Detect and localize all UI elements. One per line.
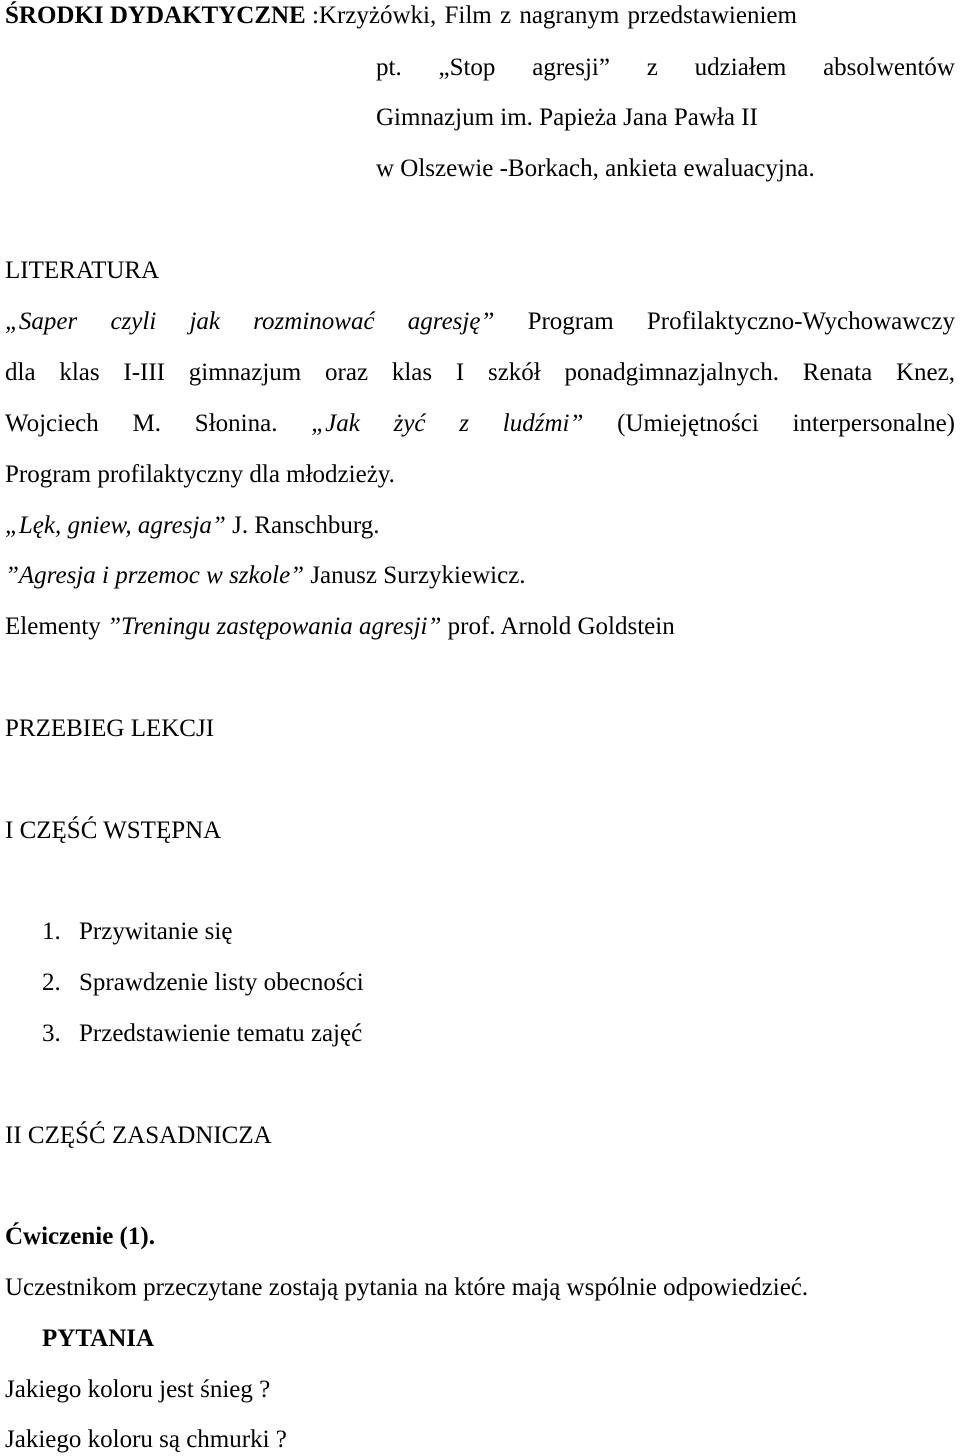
ref1-rest: Program Profilaktyczno-Wychowawczy	[494, 308, 955, 335]
literatura-heading: LITERATURA	[5, 257, 160, 284]
ref4-title: ”Agresja i przemoc w szkole”	[5, 562, 305, 589]
literatura-ref5	[5, 614, 675, 639]
srodki-line-2: pt. „Stop agresji” z udziałem absolwentów	[376, 54, 955, 81]
list-item-number: 3.	[42, 1020, 61, 1047]
ref5-rest: prof. Arnold Goldstein	[441, 613, 675, 640]
przebieg-heading: PRZEBIEG LEKCJI	[5, 715, 215, 742]
ref1-authors: Wojciech M. Słonina.	[5, 410, 312, 437]
literatura-ref3	[5, 513, 380, 538]
cwiczenie-heading: Ćwiczenie (1).	[5, 1223, 155, 1250]
literatura-ref4	[5, 563, 526, 588]
srodki-line-4: w Olszewie -Borkach, ankieta ewaluacyjna.	[376, 155, 815, 182]
cwiczenie-intro: Uczestnikom przeczytane zostają pytania na które mają wspólnie odpowiedzieć.	[5, 1274, 809, 1301]
ref3-title: „Lęk, gniew, agresja”	[5, 512, 226, 539]
list-item-text: Przedstawienie tematu zajęć	[79, 1020, 363, 1047]
srodki-line-3: Gimnazjum im. Papieża Jana Pawła II	[376, 104, 758, 131]
ref4-rest: Janusz Surzykiewicz.	[304, 562, 526, 589]
list-item-number: 1.	[42, 918, 61, 945]
srodki-line-1	[5, 3, 797, 28]
question-item: Jakiego koloru jest śnieg ?	[5, 1376, 271, 1403]
czesc1-heading: I CZĘŚĆ WSTĘPNA	[5, 817, 222, 844]
ref3-rest: J. Ranschburg.	[225, 512, 380, 539]
ref1-title: „Saper czyli jak rozminować agresję”	[5, 308, 495, 335]
srodki-text-1: :Krzyżówki, Film z nagranym przedstawieniem	[311, 2, 797, 29]
list-item	[42, 970, 364, 995]
ref2-title: „Jak żyć z ludźmi”	[311, 410, 584, 437]
srodki-label: ŚRODKI DYDAKTYCZNE	[5, 2, 306, 29]
list-item	[42, 1021, 362, 1046]
literatura-ref2-line2: Program profilaktyczny dla młodzieży.	[5, 461, 395, 488]
list-item-text: Sprawdzenie listy obecności	[79, 969, 364, 996]
ref5-pre: Elementy	[5, 613, 108, 640]
literatura-ref1-line1	[5, 309, 955, 334]
list-item-text: Przywitanie się	[79, 918, 233, 945]
literatura-ref1-line2: dla klas I-III gimnazjum oraz klas I szkół ponadgimnazjalnych. Renata Knez,	[5, 359, 955, 386]
question-item: Jakiego koloru są chmurki ?	[5, 1426, 287, 1453]
ref2-rest: (Umiejętności interpersonalne)	[583, 410, 955, 437]
pytania-label: PYTANIA	[42, 1325, 155, 1352]
list-item-number: 2.	[42, 969, 61, 996]
list-item	[42, 919, 232, 944]
literatura-ref1-line3	[5, 411, 955, 436]
ref5-title: ”Treningu zastępowania agresji”	[107, 613, 442, 640]
czesc2-heading: II CZĘŚĆ ZASADNICZA	[5, 1122, 272, 1149]
